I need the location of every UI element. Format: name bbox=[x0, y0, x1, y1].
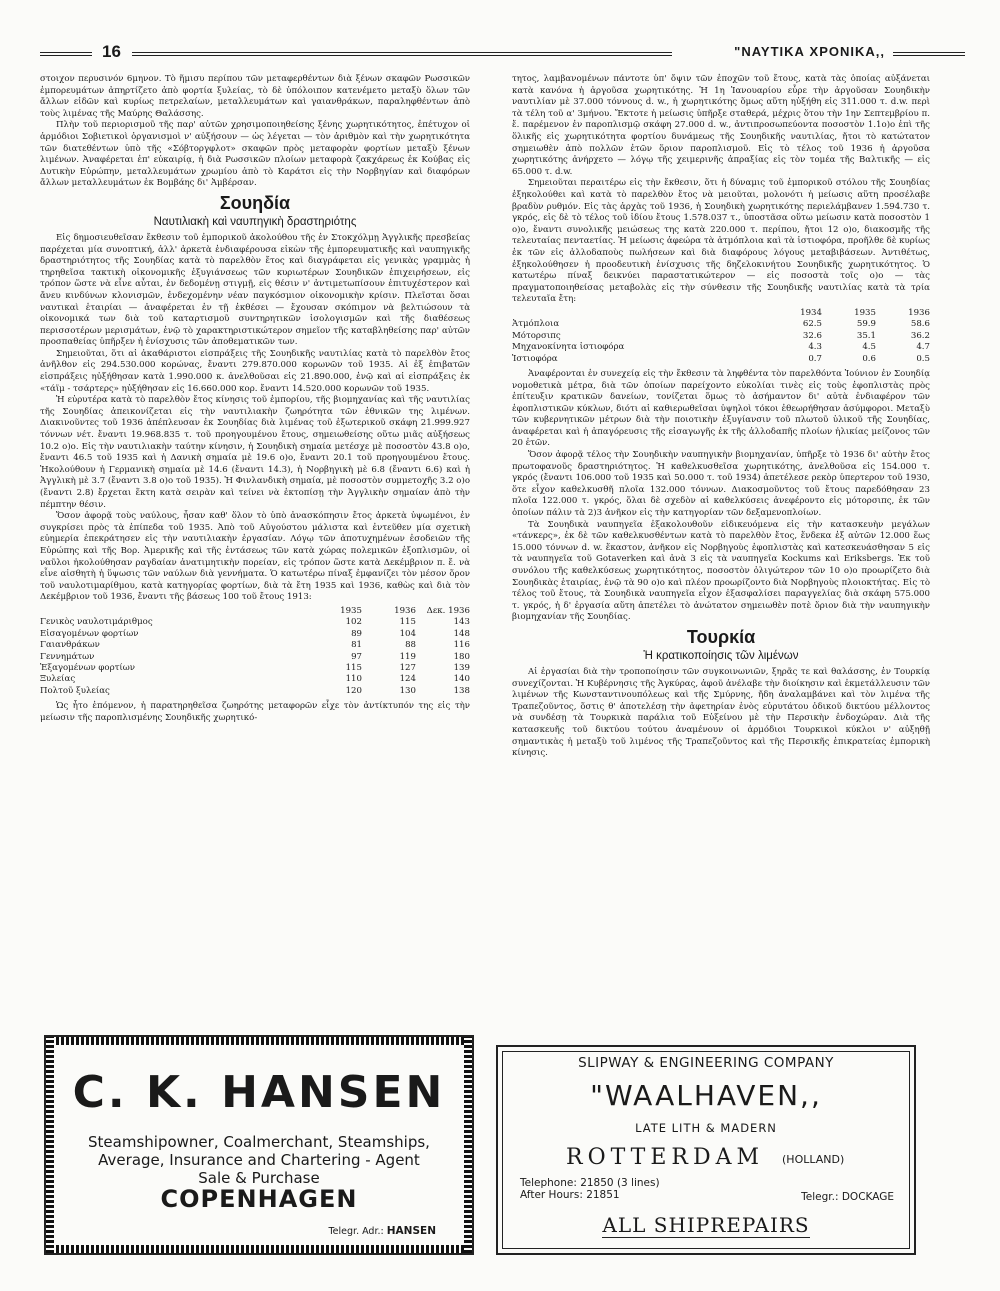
table-header: 1936 bbox=[394, 605, 416, 616]
table-row bbox=[40, 617, 470, 628]
row-label: Εἰσαγομένων φορτίων bbox=[40, 628, 139, 639]
services-line: Average, Insurance and Chartering - Agent bbox=[98, 1151, 420, 1169]
table-row bbox=[40, 686, 470, 697]
cell: 115 bbox=[399, 617, 416, 628]
table-header: 1936 bbox=[908, 307, 930, 318]
company-country: (HOLLAND) bbox=[782, 1153, 845, 1166]
cell: 62.5 bbox=[802, 319, 822, 330]
company-type: SLIPWAY & ENGINEERING COMPANY bbox=[578, 1055, 834, 1071]
cell: 119 bbox=[399, 651, 416, 662]
paragraph: Τὰ Σουηδικὰ ναυπηγεῖα ἐξακολουθοῦν εἰδικευόμενα εἰς τὴν κατασκευὴν μεγάλων «τάνκερς», ἐκ δὲ τῶν καθελκυσθέντων κατὰ τὸ παρελθὸν ἔτος, ἕνδεκα ἐξ αὐτῶν 12.000 ἕως 15.000 τόννων d. w. ἕκαστον, ἀνῆκον εἰς Νορβηγοὺς ἐφοπλιστὰς καὶ κατεσκευάσθησαν 5 εἰς τὰ ναυπηγεῖα τοῦ Gotaverken καὶ ἀνὰ 3 εἰς τὰ ναυπηγεῖα Kockums καὶ Eriksbergs. Ἐκ τοῦ συνόλου τῆς καθελκύσεως χωρητικότητος, ποσοστὸν ὀλιγώτερον τῶν 10 ο)ο προωρίζετο διὰ Σουηδικὰς ἑταιρίας, ἐνῷ τὰ 90 ο)ο καὶ πλέον προωρίζοντο διὰ Νορβηγοὺς πλοιοκτήτας. Εἰς τὸ τέλος τοῦ ἔτους, τὰ Σουηδικὰ ναυπηγεῖα εἶχον ἐξασφαλίσει παραγγελίας διὰ σκάφη 575.000 τ. γκρός, ἡ δ' ἐργασία αὕτη ἀπετέλει τὸ ἀνώτατον σημειωθὲν ποτὲ ὅριον διὰ τὴν ναυπηγικὴν βιομηχανίαν τῆς Σουηδίας. bbox=[512, 519, 930, 623]
cell: 32.6 bbox=[802, 330, 822, 341]
section-subtitle-sweden: Ναυτιλιακὴ καὶ ναυπηγικὴ δραστηριότης bbox=[153, 215, 357, 228]
fleet-composition-table bbox=[512, 308, 930, 365]
row-label: Ἱστιοφόρα bbox=[512, 353, 558, 364]
paragraph: στοιχον περυσινόν 6μηνον. Τὸ ἥμισυ περίπου τῶν μεταφερθέντων διὰ ξένων σκαφῶν Ρωσσικῶν ἐμπορευμάτων ἀπηρτίζετο ἀπὸ φορτία ξυλείας, τὸ δὲ ὑπόλοιπον κατενέμετο μεταξὺ ὅλων τῶν ἄλλων εἰδῶν καὶ κυρίως πετρελαίων, μεταλλευμάτων καὶ γαιανθράκων, παραληφθέντων ἀπὸ τοὺς λιμένας τῆς Μαύρης Θαλάσσης. bbox=[40, 74, 470, 119]
table-header-row bbox=[512, 308, 930, 319]
row-label: Πολτοῦ ξυλείας bbox=[40, 685, 110, 696]
paragraph: Ὅσον ἀφορᾷ τέλος τὴν Σουηδικὴν ναυπηγικὴν βιομηχανίαν, ὑπῆρξε τὸ 1936 δι' αὐτὴν ἔτος πρωτοφανοῦς δραστηριότητος. Ἡ καθελκυσθεῖσα χωρητικότης, ἀνελθοῦσα εἰς 154.000 τ. γκρός (ἔναντι 106.000 τοῦ 1935 καὶ 50.000 τ. τοῦ 1934) ἀπετέλεσε ρεκὸρ ὑπερτερον τοῦ 1930, ὅτε εἶχον καθελκυσθῆ πλοῖα 132.000 τόννων. Διακοσμοῦντος τοῦ ἔτους παρεδόθησαν 23 πλοῖα 122.000 τ. γκρός, ὅλαι δὲ σχεδὸν αἱ καθελκύσεις ἀνεφέροντο εἰς μότορσιπς, ἐκ τῶν ὁποίων πάλιν τὰ 2)3 ἀνῆκον εἰς τὴν κατηγορίαν τῶν δεξαμενοπλοίων. bbox=[512, 450, 930, 519]
cell: 104 bbox=[399, 628, 416, 639]
row-label: Γεννημάτων bbox=[40, 651, 95, 662]
row-label: Μότορσιπς bbox=[512, 330, 561, 341]
cell: 0.5 bbox=[916, 353, 930, 364]
company-city: ROTTERDAM bbox=[566, 1145, 765, 1170]
cell: 59.9 bbox=[856, 319, 876, 330]
after-hours-number: After Hours: 21851 bbox=[520, 1189, 620, 1201]
paragraph: Σημειοῦται περαιτέρω εἰς τὴν ἔκθεσιν, ὅτι ἡ δύναμις τοῦ ἐμπορικοῦ στόλου τῆς Σουηδίας ἐξηκολούθει καὶ κατὰ τὸ παρελθὸν ἔτος νὰ μειοῦται, μολονότι ἡ μείωσις αὕτη προσέλαβε βραδὺν ρυθμόν. Εἰς τὰς ἀρχὰς τοῦ 1936, ἡ Σουηδικὴ χωρητικότης περιελάμβανεν 1.594.730 τ. γκρός, εἰς δὲ τὸ τέλος τοῦ ἰδίου ἔτους 1.578.037 τ., ὑποστᾶσα οὕτω μείωσιν κατὰ ποσοστὸν 1 ο)ο, ἔναντι συνολικῆς μειώσεως της κατὰ 220.000 τ. περίπου, ἤτοι 12 ο)ο, διακοσμῆς τῆς τελευταίας πενταετίας. Ἡ μείωσις ἀφεώρα τὰ ἀτμόπλοια καὶ τὰ ἱστιοφόρα, προῆλθε δὲ κυρίως ἐκ τῶν εἰς ἀλλοδαποὺς πωλήσεων καὶ διὰ διαφόρους λόγους μεταβιβάσεων. Ἀντιθέτως, ἐξηκολούθησεν ἡ προοδευτικὴ ἐνίσχυσις τῆς δηζελοκινήτου Σουηδικῆς χωρητικότητος. Ὁ κατωτέρω πίναξ δεικνύει παραστατικώτερον — εἰς ποσοστὰ τοῖς ο)ο — τὰς πραγματοποιηθείσας μεταβολὰς εἰς τὴν σύνθεσιν τῆς Σουηδικῆς ναυτιλίας κατὰ τὰ τρία τελευταῖα ἔτη: bbox=[512, 178, 930, 305]
cell: 4.3 bbox=[808, 342, 822, 353]
section-title-sweden: Σουηδία bbox=[219, 192, 291, 213]
paragraph: Πλὴν τοῦ περιορισμοῦ τῆς παρ' αὐτῶν χρησιμοποιηθείσης ξένης χωρητικότητος, ἐπέτυχον οἱ ἁρμόδιοι Σοβιετικοὶ ὀργανισμοὶ ν' αὐξήσουν — ὡς λέγεται — τὸν ἀριθμὸν καὶ τὴν χωρητικότητα τῶν διατεθέντων ὑπὸ τῆς «Σόβτοργφλοτ» σκαφῶν πρὸς μεταφορὰν φορτίων μεταξὺ ξένων λιμένων. Ἀναφέρεται ἐπ' εὐκαιρίᾳ, ἡ διὰ Ρωσσικῶν πλοίων μεταφορὰ ζακχάρεως ἐκ Κούβας εἰς Δυτικὴν Εὐρώπην, μεταλλευμάτων χρωμίου ἀπὸ τὸ Καράτσι εἰς τὴν Νορβηγίαν καὶ διαφόρων ἄλλων μεταλλευμάτων ἐκ Βομβάης δι' Ἀμβέρσαν. bbox=[40, 120, 470, 189]
section-subtitle-turkey: Ἡ κρατικοποίησις τῶν λιμένων bbox=[643, 649, 799, 662]
telegraph-value: HANSEN bbox=[386, 1225, 436, 1237]
cell: 0.6 bbox=[862, 353, 876, 364]
row-label: Ἀτμόπλοια bbox=[512, 319, 560, 330]
row-label: Μηχανοκίνητα ἱστιοφόρα bbox=[512, 342, 625, 353]
table-row bbox=[512, 342, 930, 353]
paragraph: Ἡ εὐρυτέρα κατὰ τὸ παρελθὸν ἔτος κίνησις τοῦ ἐμπορίου, τῆς βιομηχανίας καὶ τῆς ναυτιλίας τῆς Σουηδίας ἀπεικονίζεται εἰς τὴν ναυτιλιακὴν ζωηρότητα τῶν ἐθνικῶν της λιμένων. Διακινοῦντες τοῦ 1936 ἀπέπλευσαν ἐκ Σουηδίας διὰ λιμένας τοῦ ἐξωτερικοῦ σκάφη 21.999.927 τόννων νέτ. ἔναντι 19.968.835 τ. τοῦ προηγουμένου ἔτους, σημειωθείσης οὕτω μιᾶς αὐξήσεως 10.2 ο)ο. Εἰς τὴν ναυτιλιακὴν ταύτην κίνησιν, ἡ Σουηδικὴ σημαία μετέσχε μὲ ποσοστὸν 43.8 ο)ο, ἔναντι 46.5 τοῦ 1935 καὶ ἡ Δανικὴ σημαία μὲ 19.6 ο)ο, ἔναντι 20.1 τοῦ προηγουμένου ἔτους. Ἠκολούθουν ἡ Γερμανικὴ σημαία μὲ 14.6 (ἔναντι 14.3), ἡ Νορβηγικὴ μὲ 6.8 (ἔναντι 6.6) καὶ ἡ Ἀγγλικὴ μὲ 3.7 (ἔναντι 3.8 ο)ο τοῦ 1935). Ἡ Φινλανδικὴ σημαία, μὲ ποσοστὸν συμμετοχῆς 3.2 ο)ο (ἔναντι 2.8) ἔρχεται ἕκτη κατὰ σειρὰν καὶ τείνει νὰ ἐκτοπίσῃ τὴν Ἀγγλικὴν σημαίαν ἀπὸ τὴν πέμπτην θέσιν. bbox=[40, 395, 470, 510]
paragraph: τητος, λαμβανομένων πάντοτε ὑπ' ὄψιν τῶν ἐποχῶν τοῦ ἔτους, κατὰ τὰς ὁποίας αὐξάνεται κατὰ κανόνα ἡ ἀργοῦσα χωρητικότης. Ἡ 1η Ἰανουαρίου εὗρε τὴν ἀργοῦσαν Σουηδικὴν ναυτιλίαν μὲ 37.000 τόννους d. w., ἡ χωρητικότης ὅμως αὕτη ηὐξήθη εἰς 311.000 τ. d.w. περὶ τὰ τέλη τοῦ α' 3μήνου. Ἔκτοτε ἡ μείωσις ὑπῆρξε σταθερά, μέχρις ὅτου τὴν 1ην Σεπτεμβρίου π. ἔ. παρέμενον ἐν παροπλισμῷ σκάφη 27.000 d. w., ἀντιπροσωπεύοντα ποσοστὸν 1.1ο)ο ἐπὶ τῆς ὅλικῆς εἰς χωρητικότητα φορτίου δυνάμεως τῆς Σουηδικῆς ναυτιλίας, ἤτοι τὸ κατώτατον σημειωθὲν ἀπὸ πολλῶν ἐτῶν ὅριον παροπλισμοῦ. Εἰς τὸ τέλος τοῦ 1936 ἡ ἀργοῦσα χωρητικότης ἀνήρχετο — λόγῳ τῆς χειμερινῆς ἀπραξίας εἰς τὸν τομέα τῆς Βαλτικῆς — εἰς 65.000 τ. d.w. bbox=[512, 74, 930, 177]
waalhaven-advertisement bbox=[496, 1045, 916, 1255]
table-header: 1935 bbox=[340, 605, 362, 616]
services-text bbox=[46, 1133, 472, 1187]
cell: 58.6 bbox=[910, 319, 930, 330]
publication-title: "ΝΑΥΤΙΚΑ ΧΡΟΝΙΚΑ,, bbox=[734, 44, 885, 59]
freight-index-table bbox=[40, 606, 470, 697]
cell: 130 bbox=[399, 685, 416, 696]
cell: 140 bbox=[453, 674, 470, 685]
tagline-text: ALL SHIPREPAIRS bbox=[602, 1213, 810, 1237]
company-city: COPENHAGEN bbox=[160, 1185, 358, 1213]
telegraph-address bbox=[328, 1225, 436, 1237]
table-row bbox=[40, 629, 470, 640]
cell: 0.7 bbox=[808, 353, 822, 364]
company-name: C. K. HANSEN bbox=[72, 1067, 446, 1118]
cell: 115 bbox=[345, 662, 362, 673]
telegraph-label: Telegr. Adr.: bbox=[328, 1226, 384, 1237]
table-header: 1934 bbox=[800, 307, 822, 318]
table-row bbox=[40, 640, 470, 651]
decorative-border bbox=[46, 1245, 472, 1253]
table-row bbox=[40, 663, 470, 674]
cell: 35.1 bbox=[856, 330, 876, 341]
cell: 36.2 bbox=[910, 330, 930, 341]
cell: 139 bbox=[453, 662, 470, 673]
header-rule-right bbox=[893, 52, 965, 56]
paragraph: Ὅσον ἀφορᾷ τοὺς ναύλους, ἦσαν καθ' ὅλον τὸ ὑπὸ ἀνασκόπησιν ἔτος ἀρκετὰ ὑψωμένοι, ἐν συγκρίσει πρὸς τὰ ἐπίπεδα τοῦ 1935. Ἀπὸ τοῦ Αὐγούστου μάλιστα καὶ ἐντεῦθεν μία σχετικὴ εὐημερία ἐπεκράτησεν εἰς τὴν ναυτιλιακὴν ἐργασίαν. Λόγῳ τῶν ἀποτυχημένων ἐσοδειῶν τῆς Εὐρώπης καὶ τῆς Βορ. Ἀμερικῆς καὶ τῆς ἐντάσεως τῶν κατὰ χώρας πολεμικῶν ἐξοπλισμῶν, οἱ ναῦλοι ἠκολούθησαν ραγδαίαν ἀνατιμητικὴν πορείαν, εἰς τρόπον ὥστε κατὰ Δεκέμβριον π. ἔ. νὰ εἶνε αἰσθητὴ ἡ ὕψωσις τῶν ναύλων διὰ γεννήματα. Ὁ κατωτέρω πίναξ ἐμφανίζει τὸν μέσον ὅρον τοῦ ναυλοτιμαρίθμου, κατὰ κατηγορίας φορτίων, διὰ τὰ ἔτη 1935 καὶ 1936, καθὼς καὶ διὰ τὸν Δεκέμβριον τοῦ 1936, ἔναντι τῆς βάσεως 100 τοῦ ἔτους 1913: bbox=[40, 511, 470, 603]
hansen-advertisement bbox=[44, 1035, 474, 1255]
telegraph-address: Telegr.: DOCKAGE bbox=[801, 1191, 894, 1203]
company-name: "WAALHAVEN,, bbox=[590, 1079, 822, 1112]
cell: 97 bbox=[351, 651, 362, 662]
paragraph: Ὡς ἦτο ἑπόμενον, ἡ παρατηρηθεῖσα ζωηρότης μεταφορῶν εἶχε τὸν ἀντίκτυπόν της εἰς τὴν μείωσιν τῆς παροπλισμένης Σουηδικῆς χωρητικό- bbox=[40, 701, 470, 723]
right-column bbox=[512, 74, 930, 760]
cell: 143 bbox=[453, 617, 470, 628]
cell: 124 bbox=[399, 674, 416, 685]
paragraph: Αἱ ἐργασίαι διὰ τὴν τροποποίησιν τῶν συγκοινωνιῶν, ξηρᾶς τε καὶ θαλάσσης, ἐν Τουρκίᾳ συνεχίζονται. Ἡ Κυβέρνησις τῆς Ἀγκύρας, ἀφοῦ ἀνέλαβε τὴν διοίκησιν καὶ ἐκμετάλλευσιν τῶν λιμένων τῆς Κωνσταντινουπόλεως καὶ τῆς Σμύρνης, ἤδη ἀναλαμβάνει καὶ τὸν λιμένα τῆς Τραπεζοῦντος, ὅστις θ' ἀποτελέσῃ τὴν ἀφετηρίαν ἑνὸς εὐρυτάτου ὁδικοῦ δικτύου μέλλοντος νὰ συνδέσῃ τὰ Τουρκικὰ παράλια τοῦ Εὐξείνου μὲ τὴν Περσικὴν ἐνδοχώραν. Διὰ τῆς κατασκευῆς τοῦ δικτύου τούτου ἀναμένουν οἱ ἁρμόδιοι Τουρκικοὶ κύκλοι ν' αὐξηθῇ σημαντικὰς ἡ μεταξὺ τοῦ λιμένος τῆς Τραπεζοῦντος καὶ τῆς Περσικῆς ἐπικρατείας ἐμπορικὴ κίνησις. bbox=[512, 666, 930, 759]
cell: 127 bbox=[399, 662, 416, 673]
table-row bbox=[512, 319, 930, 330]
table-row bbox=[512, 331, 930, 342]
header-rule-left bbox=[40, 52, 92, 56]
cell: 81 bbox=[351, 640, 362, 651]
row-label: Ξυλείας bbox=[40, 674, 76, 685]
cell: 102 bbox=[345, 617, 362, 628]
telephone-info bbox=[520, 1177, 660, 1201]
tagline bbox=[498, 1213, 914, 1237]
page-header bbox=[40, 42, 965, 66]
page-number: 16 bbox=[102, 42, 121, 61]
cell: 4.5 bbox=[862, 342, 876, 353]
section-title-turkey: Τουρκία bbox=[686, 626, 756, 647]
cell: 4.7 bbox=[916, 342, 930, 353]
telephone-number: Telephone: 21850 (3 lines) bbox=[520, 1177, 660, 1189]
paragraph: Σημειοῦται, ὅτι αἱ ἀκαθάριστοι εἰσπράξεις τῆς Σουηδικῆς ναυτιλίας κατὰ τὸ παρελθὸν ἔτος ἀνῆλθον εἰς 294.530.000 κορώνας, ἔναντι 279.870.000 κορωνῶν τοῦ 1935. Αἱ ἐξ ἐπιβατῶν εἰσπράξεις ηὐξήθησαν κατὰ 1.990.000 κ. ἀνελθοῦσαι εἰς 21.890.000, ἐνῷ καὶ αἱ εἰσπράξεις ἐκ «τάϊμ - τσάρτερς» ηὐξήθησαν εἰς 16.660.000 κορ. ἔναντι 14.520.000 κορωνῶν τοῦ 1935. bbox=[40, 348, 470, 394]
left-column bbox=[40, 74, 470, 724]
table-row bbox=[512, 354, 930, 365]
cell: 88 bbox=[405, 640, 416, 651]
services-line: Sale & Purchase bbox=[198, 1169, 320, 1187]
table-header: 1935 bbox=[854, 307, 876, 318]
cell: 120 bbox=[345, 685, 362, 696]
table-row bbox=[40, 652, 470, 663]
services-line: Steamshipowner, Coalmerchant, Steamships, bbox=[88, 1133, 430, 1151]
cell: 148 bbox=[453, 628, 470, 639]
table-header: Δεκ. 1936 bbox=[426, 605, 470, 616]
table-header-row bbox=[40, 606, 470, 617]
paragraph: Ἀναφέρονται ἐν συνεχείᾳ εἰς τὴν ἔκθεσιν τὰ ληφθέντα τὸν παρελθόντα Ἰούνιον ἐν Σουηδίᾳ νομοθετικὰ μέτρα, διὰ τῶν ὁποίων παρείχοντο εὐκολίαι τινὲς εἰς τοὺς ἐφοπλιστὰς πρὸς ἐπίτευξιν κρατικῶν δανείων, τονίζεται ὅμως τὸ ἀσήμαντον δι' αὐτὰ ἐνδιαφέρον τῶν ἐφοπλιστικῶν κύκλων, διότι αἱ καθιερωθεῖσαι ὑψηλοὶ τόκοι ἐθεωρήθησαν ἀσύμφοροι. Μεταξὺ τῶν κυβερνητικῶν μέτρων διὰ τὴν ποιοτικὴν ἐξυγίανσιν τοῦ πλωτοῦ ὑλικοῦ τῆς Σουηδίας, ἀναφέρεται καὶ ἡ ἀπαγόρευσις τῆς εἰσαγωγῆς ἐκ τῆς ἀλλοδαπῆς πλοίων ἡλικίας μείζονος τῶν 20 ἐτῶν. bbox=[512, 368, 930, 449]
row-label: Γενικὸς ναυλοτιμάριθμος bbox=[40, 617, 153, 628]
row-label: Ἐξαγομένων φορτίων bbox=[40, 662, 136, 673]
cell: 89 bbox=[351, 628, 362, 639]
table-row bbox=[40, 674, 470, 685]
decorative-border bbox=[46, 1037, 472, 1045]
row-label: Γαιανθράκων bbox=[40, 640, 100, 651]
cell: 116 bbox=[453, 640, 470, 651]
cell: 110 bbox=[345, 674, 362, 685]
header-rule-middle bbox=[132, 52, 672, 56]
paragraph: Εἰς δημοσιευθεῖσαν ἔκθεσιν τοῦ ἐμπορικοῦ ἀκολούθου τῆς ἐν Στοκχόλμῃ Ἀγγλικῆς πρεσβείας παρέχεται μία συνοπτική, ἀλλ' ἀρκετὰ ἐνδιαφέρουσα εἰκὼν τῆς ἐμπορευματικῆς καὶ ναυπηγικῆς δραστηριότητος τῆς Σουηδίας κατὰ τὸ παρελθὸν ἔτος καὶ διαγράφεται εἰς γενικὰς γραμμὰς ἡ τηρηθεῖσα τακτικὴ οἰκονομικῆς ἐξυγιάνσεως τῶν κυριωτέρων Σουηδικῶν ἐπιχειρήσεων, εἰς τρόπον ὥστε νὰ εἶνε αὗται, ἐν δεδομένῃ στιγμῇ, εἰς θέσιν ν' ἀντιμετωπίσουν ἐπιτυχέστερον καὶ ἄνευ κινδύνων κλονισμῶν, ἐνδεχομένην νέαν παγκόσμιον οἰκονομικὴν κρίσιν. Πλεῖσται ὅσαι ναυτικαὶ ἑταιρίαι — ἀναφέρεται ἐν τῇ ἐκθέσει — ἔχουσαν σκόπιμον νὰ βελτιώσουν τὰ οἰκονομικά των διὰ τοῦ καταρτισμοῦ συντηρητικῶν ἰσολογισμῶν καὶ τῆς διαθέσεως περισσοτέρων μερισμάτων, ἐνῷ τὸ χαρακτηριστικώτερον σημεῖον τῆς καταβληθείσης παρ' αὐτῶν προσπαθείας ὑπῆρξεν ἡ ἐνίσχυσις τῶν ἀποθεματικῶν των. bbox=[40, 232, 470, 348]
cell: 138 bbox=[453, 685, 470, 696]
cell: 180 bbox=[453, 651, 470, 662]
former-name: LATE LITH & MADERN bbox=[635, 1121, 777, 1135]
